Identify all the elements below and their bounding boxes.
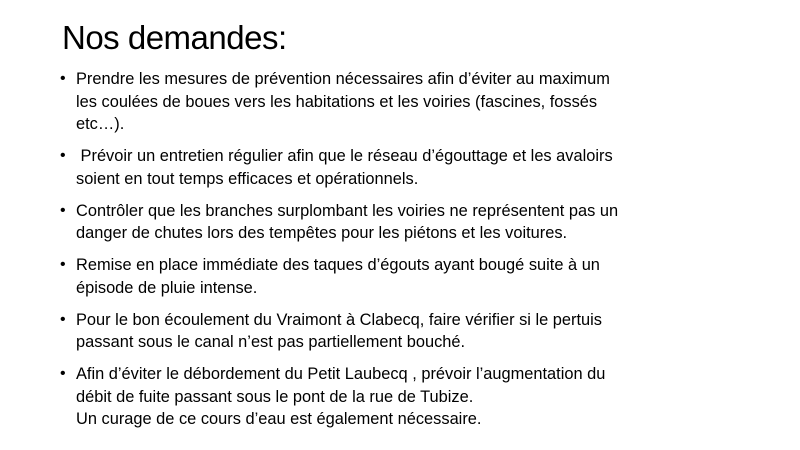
bullet-line: • Prévoir un entretien régulier afin que le réseau d’égouttage et les avaloirs bbox=[76, 147, 613, 165]
bullet-line: passant sous le canal n’est pas partiellement bouché. bbox=[76, 333, 466, 351]
bullet-item-5 bbox=[60, 309, 750, 354]
bullet-item-3 bbox=[60, 200, 750, 245]
bullet-line: etc…). bbox=[76, 115, 125, 133]
bullet-line: • Contrôler que les branches surplombant les voiries ne représentent pas un bbox=[76, 201, 619, 220]
bullet-item-6 bbox=[60, 363, 750, 431]
bullet-line: épisode de pluie intense. bbox=[76, 278, 258, 297]
bullet-item-2 bbox=[60, 145, 750, 190]
bullet-line: • Remise en place immédiate des taques d’égouts ayant bougé suite à un bbox=[76, 256, 600, 274]
bullet-item-1 bbox=[60, 68, 750, 136]
bullet-line: danger de chutes lors des tempêtes pour les piétons et les voitures. bbox=[76, 224, 568, 242]
bullet-line: • Afin d’éviter le débordement du Petit Laubecq , prévoir l’augmentation du bbox=[76, 365, 606, 383]
slide-title: Nos demandes: bbox=[62, 19, 287, 56]
bullet-item-4 bbox=[60, 254, 750, 299]
bullet-list bbox=[60, 68, 750, 440]
bullet-line: soient en tout temps efficaces et opérationnels. bbox=[76, 169, 419, 188]
bullet-line: les coulées de boues vers les habitations et les voiries (fascines, fossés bbox=[76, 92, 598, 111]
bullet-line: débit de fuite passant sous le pont de la rue de Tubize. bbox=[76, 387, 474, 406]
bullet-line: Un curage de ce cours d’eau est également nécessaire. bbox=[76, 410, 482, 428]
bullet-line: • Pour le bon écoulement du Vraimont à Clabecq, faire vérifier si le pertuis bbox=[76, 310, 602, 329]
bullet-line: • Prendre les mesures de prévention nécessaires afin d’éviter au maximum bbox=[76, 70, 610, 88]
